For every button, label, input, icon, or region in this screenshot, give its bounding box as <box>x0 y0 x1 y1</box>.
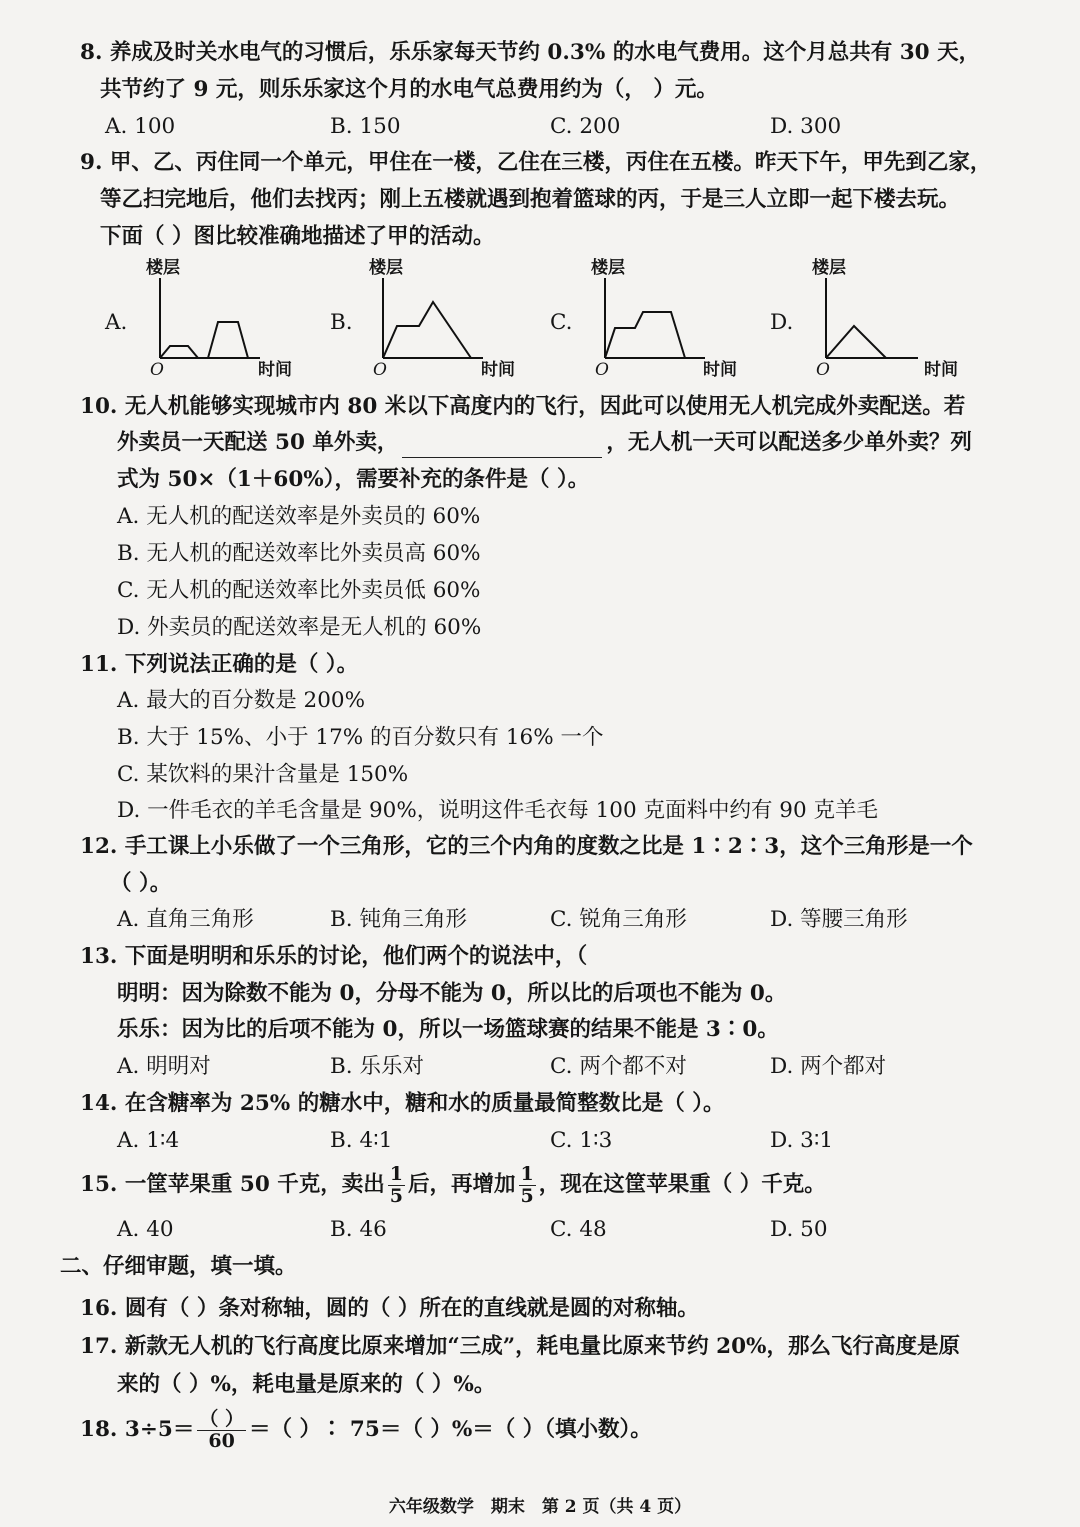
q10-option-c: C. 无人机的配送效率比外卖员低 60% <box>117 578 481 603</box>
graph-b-origin: O <box>373 360 387 380</box>
q10-option-a: A. 无人机的配送效率是外卖员的 60% <box>117 504 481 529</box>
graph-b-ylabel: 楼层 <box>369 258 403 278</box>
q15-fraction-1 <box>388 1164 405 1207</box>
q10-line2-before-blank: 外卖员一天配送 50 单外卖， <box>117 430 399 455</box>
q12-line2: （ ）。 <box>110 871 172 896</box>
q18-fraction-denominator: 60 <box>208 1429 235 1452</box>
q15-line1 <box>80 1160 826 1210</box>
q18-line1 <box>80 1405 652 1455</box>
q18-text-1: 18. 3÷5＝ <box>80 1417 195 1442</box>
q13-option-d: D. 两个都对 <box>770 1054 887 1079</box>
q11-option-b: B. 大于 15%、小于 17% 的百分数只有 16% 一个 <box>117 725 604 750</box>
q15-text-1: 15. 一筐苹果重 50 千克，卖出 <box>80 1172 385 1197</box>
q10-line2-after-blank: ，无人机一天可以配送多少单外卖？列 <box>606 430 972 455</box>
q11-option-d: D. 一件毛衣的羊毛含量是 90%，说明这件毛衣每 100 克面料中约有 90 克羊毛 <box>117 798 878 823</box>
page-footer: 六年级数学 期末 第 2 页（共 4 页） <box>388 1497 692 1517</box>
q8-option-c: C. 200 <box>550 114 621 139</box>
graph-d-letter: D. <box>770 310 794 335</box>
q15-option-a: A. 40 <box>117 1217 174 1242</box>
graph-c-ylabel: 楼层 <box>591 258 625 278</box>
q9-line3: 下面（ ）图比较准确地描述了甲的活动。 <box>100 224 495 249</box>
q12-option-a: A. 直角三角形 <box>117 907 254 932</box>
q18-fraction-numerator: （ ） <box>199 1407 244 1430</box>
q8-option-a: A. 100 <box>105 114 176 139</box>
graph-b-xlabel: 时间 <box>481 360 515 380</box>
q15-option-b: B. 46 <box>330 1217 387 1242</box>
q12-line1: 12. 手工课上小乐做了一个三角形，它的三个内角的度数之比是 1∶2∶3，这个三角形是一个 <box>80 834 973 859</box>
q8-option-d: D. 300 <box>770 114 842 139</box>
graph-a-origin: O <box>150 360 164 380</box>
q14-option-c: C. 1∶3 <box>550 1128 613 1153</box>
q15-fraction-2 <box>519 1164 536 1207</box>
q10-option-d: D. 外卖员的配送效率是无人机的 60% <box>117 615 482 640</box>
q15-fraction-2-numerator: 1 <box>520 1162 534 1185</box>
q10-line1: 10. 无人机能够实现城市内 80 米以下高度内的飞行，因此可以使用无人机完成外卖配送。若 <box>80 394 966 419</box>
graph-d-xlabel: 时间 <box>924 360 958 380</box>
section-2-title: 二、仔细审题，填一填。 <box>60 1254 297 1279</box>
q12-option-b: B. 钝角三角形 <box>330 907 467 932</box>
q11-option-a: A. 最大的百分数是 200% <box>117 688 365 713</box>
q15-fraction-1-numerator: 1 <box>389 1162 404 1185</box>
q14-line1: 14. 在含糖率为 25% 的糖水中，糖和水的质量最简整数比是（ ）。 <box>80 1091 725 1116</box>
q18-fraction <box>197 1409 246 1452</box>
q14-option-b: B. 4∶1 <box>330 1128 393 1153</box>
graph-c-letter: C. <box>550 310 573 335</box>
q11-option-c: C. 某饮料的果汁含量是 150% <box>117 762 409 787</box>
q15-text-3: ，现在这筐苹果重（ ）千克。 <box>538 1172 826 1197</box>
q14-option-d: D. 3∶1 <box>770 1128 834 1153</box>
graph-a-ylabel: 楼层 <box>146 258 180 278</box>
graph-c-xlabel: 时间 <box>703 360 737 380</box>
q10-option-b: B. 无人机的配送效率比外卖员高 60% <box>117 541 481 566</box>
graph-a-letter: A. <box>105 310 128 335</box>
q15-fraction-1-denominator: 5 <box>389 1184 404 1207</box>
graph-d-origin: O <box>816 360 830 380</box>
q18-text-2: ＝（ ）∶ 75＝（ ）%＝（ ）（填小数）。 <box>248 1417 652 1442</box>
q17-line2: 来的（ ）%，耗电量是原来的（ ）%。 <box>117 1372 496 1397</box>
graph-d-ylabel: 楼层 <box>812 258 846 278</box>
q8-option-b: B. 150 <box>330 114 401 139</box>
q17-line1: 17. 新款无人机的飞行高度比原来增加“三成”，耗电量比原来节约 20%，那么飞行高度是原 <box>80 1334 960 1359</box>
q15-option-d: D. 50 <box>770 1217 828 1242</box>
q10-answer-blank[interactable] <box>402 435 602 458</box>
graph-d <box>806 258 1006 378</box>
q12-option-c: C. 锐角三角形 <box>550 907 687 932</box>
q15-option-c: C. 48 <box>550 1217 607 1242</box>
graph-c-origin: O <box>595 360 609 380</box>
q13-option-b: B. 乐乐对 <box>330 1054 424 1079</box>
q15-text-2: 后，再增加 <box>408 1172 516 1197</box>
q10-line2 <box>117 428 972 458</box>
graph-b <box>363 258 563 378</box>
q14-option-a: A. 1∶4 <box>117 1128 180 1153</box>
q12-option-d: D. 等腰三角形 <box>770 907 908 932</box>
q8-line1: 8. 养成及时关水电气的习惯后，乐乐家每天节约 0.3% 的水电气费用。这个月总共有 30 天， <box>80 40 981 65</box>
q8-line2: 共节约了 9 元，则乐乐家这个月的水电气总费用约为（， ）元。 <box>100 77 718 102</box>
q13-option-c: C. 两个都不对 <box>550 1054 687 1079</box>
q13-option-a: A. 明明对 <box>117 1054 211 1079</box>
graph-c <box>585 258 785 378</box>
graph-b-letter: B. <box>330 310 353 335</box>
q10-line3: 式为 50×（1＋60%），需要补充的条件是（ ）。 <box>117 467 590 492</box>
q9-line2: 等乙扫完地后，他们去找丙；刚上五楼就遇到抱着篮球的丙，于是三人立即一起下楼去玩。 <box>100 187 961 212</box>
graph-a <box>140 258 340 378</box>
q11-line1: 11. 下列说法正确的是（ ）。 <box>80 652 359 677</box>
q13-line1: 13. 下面是明明和乐乐的讨论，他们两个的说法中，（ <box>80 944 588 969</box>
q13-line2: 明明：因为除数不能为 0，分母不能为 0，所以比的后项也不能为 0。 <box>117 981 787 1006</box>
graph-a-xlabel: 时间 <box>258 360 292 380</box>
q15-fraction-2-denominator: 5 <box>520 1184 534 1207</box>
q16-line1: 16. 圆有（ ）条对称轴，圆的（ ）所在的直线就是圆的对称轴。 <box>80 1296 699 1321</box>
q9-line1: 9. 甲、乙、丙住同一个单元，甲住在一楼，乙住在三楼，丙住在五楼。昨天下午，甲先到乙家， <box>80 150 992 175</box>
q13-line3: 乐乐：因为比的后项不能为 0，所以一场篮球赛的结果不能是 3∶0。 <box>117 1017 779 1042</box>
